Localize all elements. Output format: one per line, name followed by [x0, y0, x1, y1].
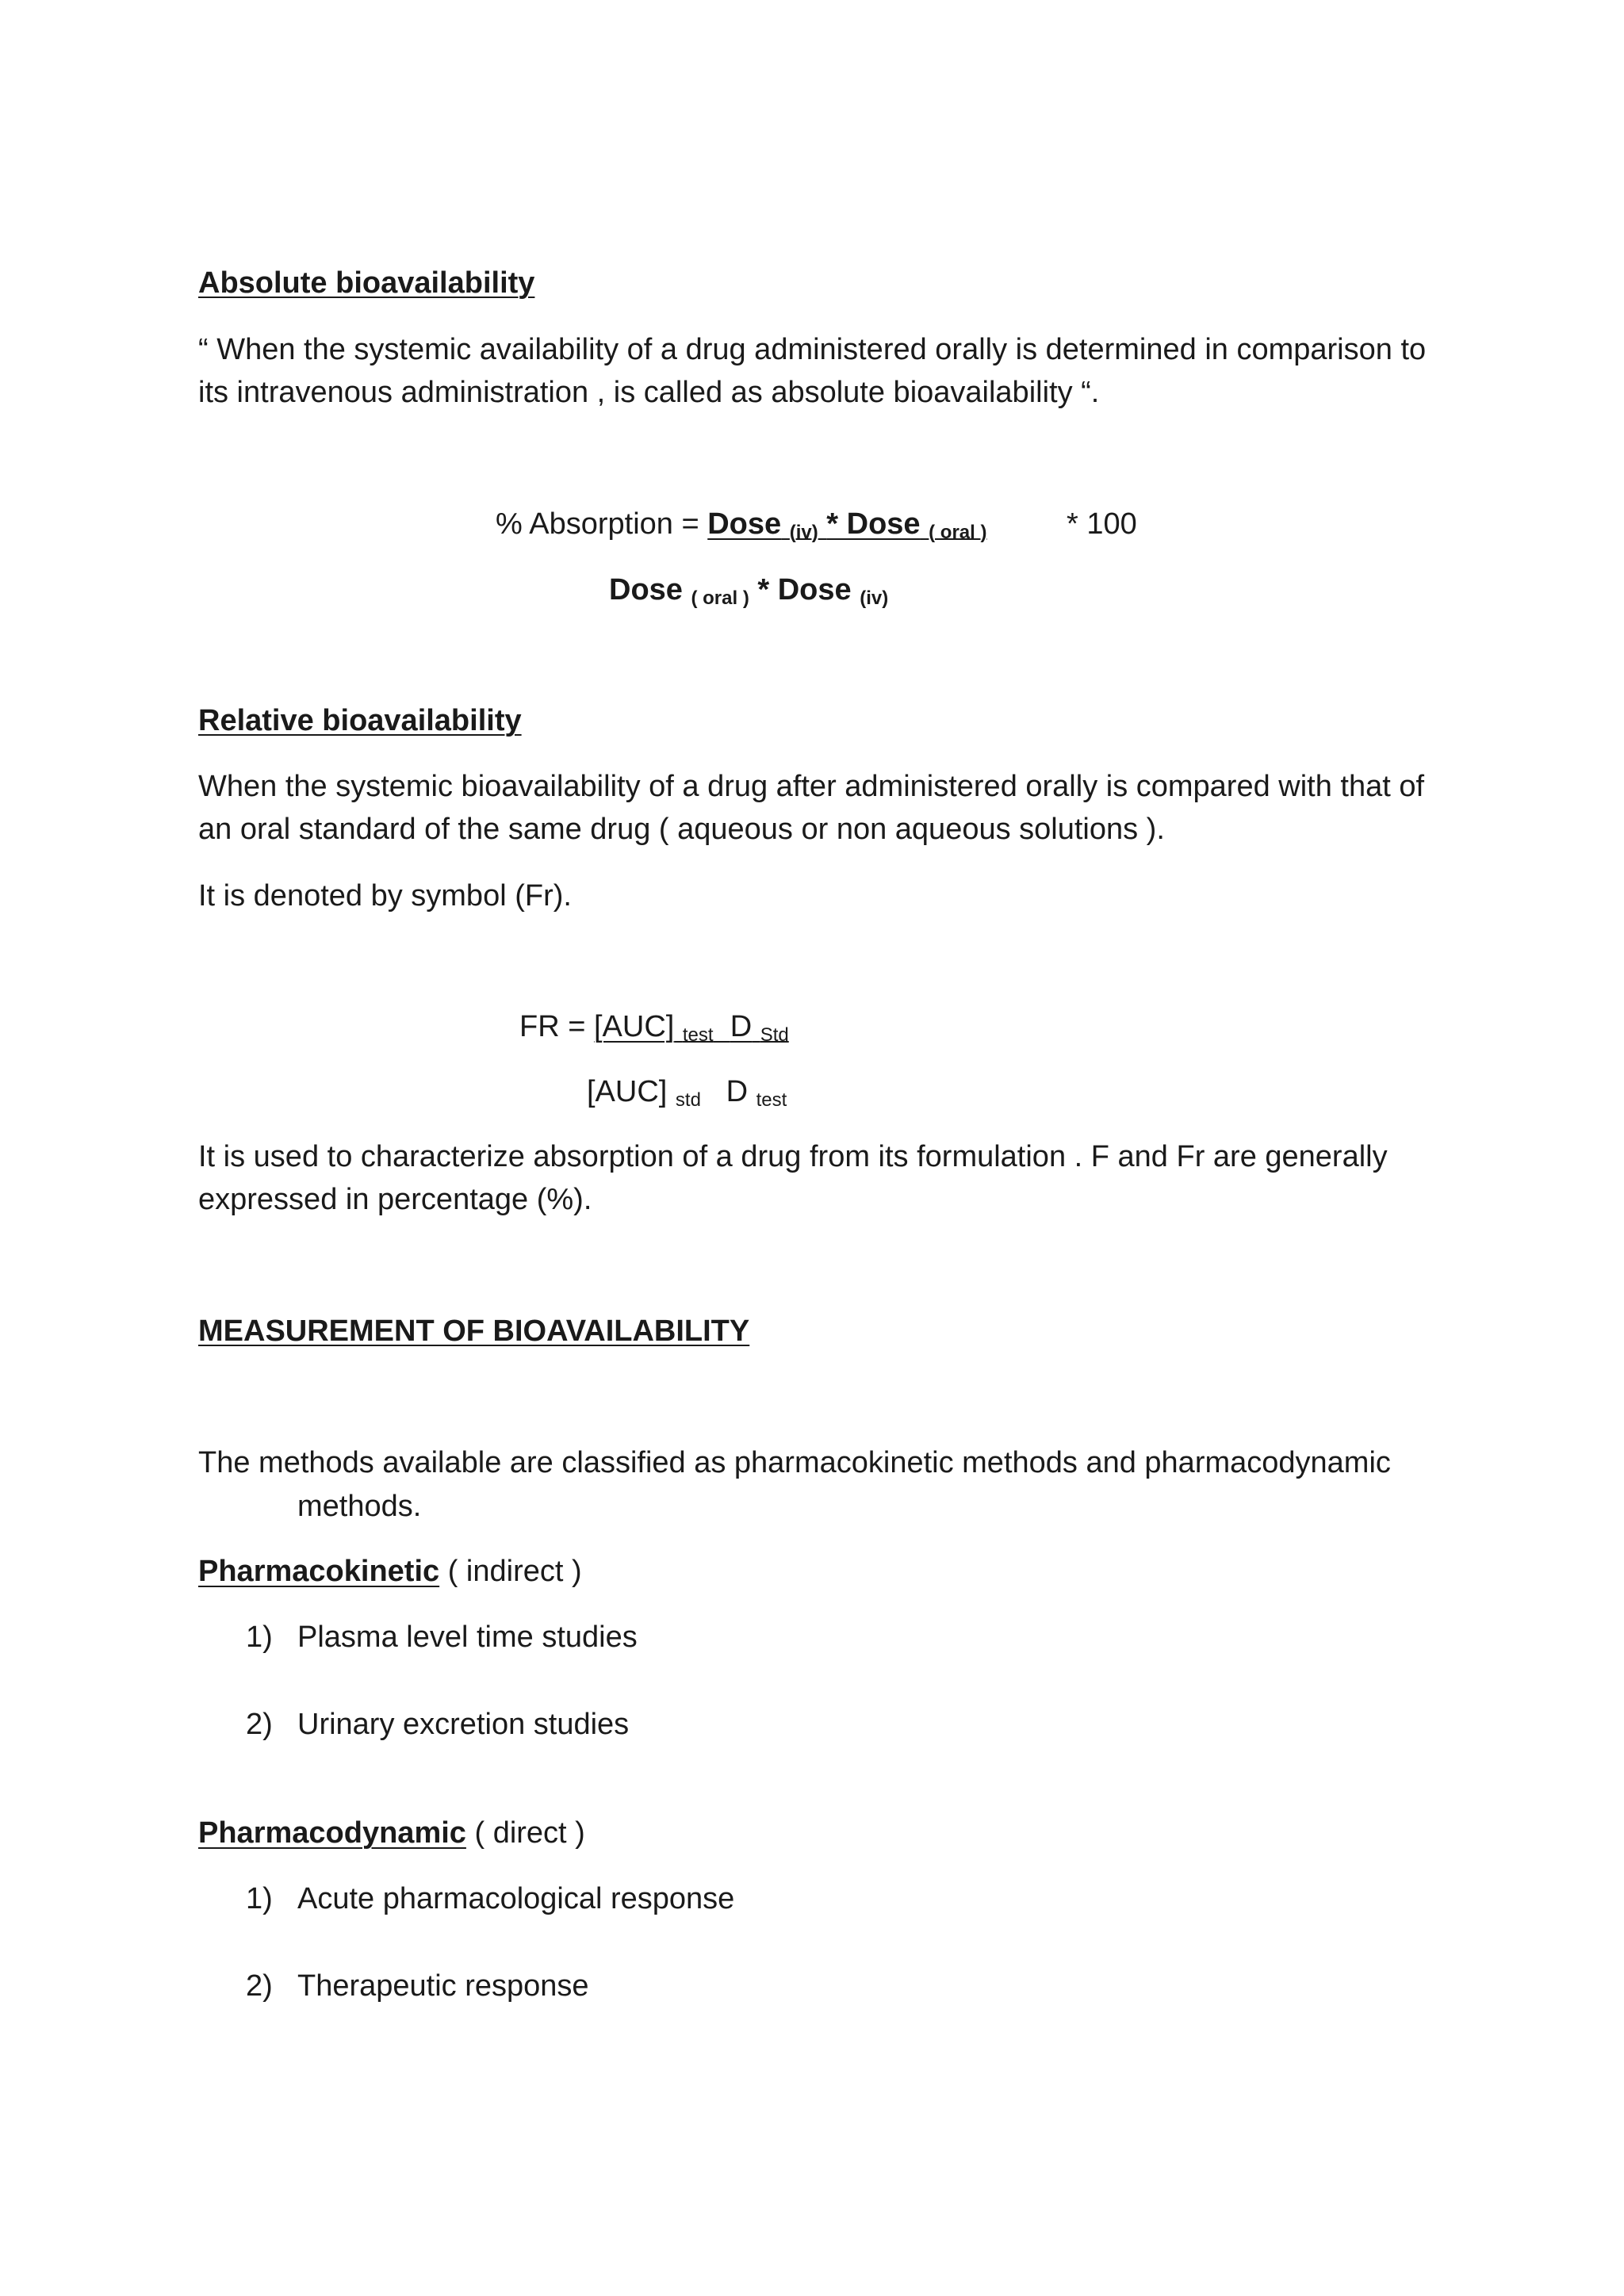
document-page: Absolute bioavailability “ When the systemic availability of a drug administered orally is determined in comparison to its intravenous administration , is called as absolute bioavailability “. % Absorption = Dose $_{(iv)}$ * Dose $_{( oral )}$ * 100 Dose $_{( oral )}$ * Dose $_{(iv)}$ Relative bioavailability When the systemic bioavailability of a drug after administered orally is compared with that of an oral standard of the same drug ( aqueous or non aqueous solutions ). It is denoted by symbol (Fr). FR = [AUC] $_{test}$ D $_{Std}$ [AUC] $_{std}$ D $_{test}$ It is used to characterize absorption of a drug from its formulation . F and Fr are generally expressed in percentage (%). MEASUREMENT OF BIOAVAILABILITY The methods available are classified as pharmacokinetic methods and pharmacodynamic methods. Pharmacokinetic ( indirect ) 1) Plasma level time studies 2) Urinary excretion studies Pharmacodynamic ( direct ) 1) Acute pharmacological response 2) Therapeutic response	[0, 0, 1624, 2296]
relative-formula-denominator: [AUC] $_{std}$ D $_{test}$	[587, 1075, 787, 1111]
fr-lhs: FR =	[519, 1010, 594, 1043]
relative-usage: It is used to characterize absorption of a drug from its formulation . F and Fr are generally expressed in percentage (%).	[198, 1140, 1388, 1216]
relative-symbol-note: It is denoted by symbol (Fr).	[198, 879, 572, 913]
formula-multiplier: * 100	[1067, 507, 1137, 541]
measurement-intro-line2: methods.	[297, 1490, 422, 1523]
absolute-formula-denominator	[609, 568, 888, 611]
heading-absolute-bioavailability: Absolute bioavailability	[198, 266, 535, 300]
heading-relative-bioavailability: Relative bioavailability	[198, 704, 522, 737]
formula-num-term1: Dose $_{(iv)}$ * Dose $_{( oral )}$	[707, 507, 987, 543]
relative-definition: When the systemic bioavailability of a drug after administered orally is compared with that of an oral standard of the same drug ( aqueous or non aqueous solutions ).	[198, 770, 1425, 846]
measurement-intro-line1: The methods available are classified as pharmacokinetic methods and pharmacodynamic	[198, 1446, 1391, 1479]
pharmacokinetic-heading	[198, 1550, 582, 1593]
pharmacodynamic-heading	[198, 1812, 585, 1854]
den-sub2: (iv)	[860, 587, 889, 609]
heading-measurement: MEASUREMENT OF BIOAVAILABILITY	[198, 1314, 750, 1348]
absolute-definition: “ When the systemic availability of a drug administered orally is determined in comparison to its intravenous administration , is called as absolute bioavailability “.	[198, 333, 1427, 409]
pd-qualifier: ( direct )	[465, 1816, 585, 1850]
den-op: * Dose	[749, 573, 852, 607]
pk-qualifier: ( indirect )	[439, 1555, 582, 1588]
den-term1: Dose	[609, 573, 683, 607]
pd-label: Pharmacodynamic	[198, 1816, 466, 1850]
fr-num: [AUC] $_{test}$ D $_{Std}$	[593, 1010, 789, 1046]
pk-label: Pharmacokinetic	[198, 1555, 440, 1588]
relative-formula-numerator	[519, 1005, 789, 1048]
den-sub1: ( oral )	[691, 587, 749, 609]
formula-lhs: % Absorption =	[496, 507, 708, 541]
absolute-formula-numerator	[496, 503, 986, 545]
